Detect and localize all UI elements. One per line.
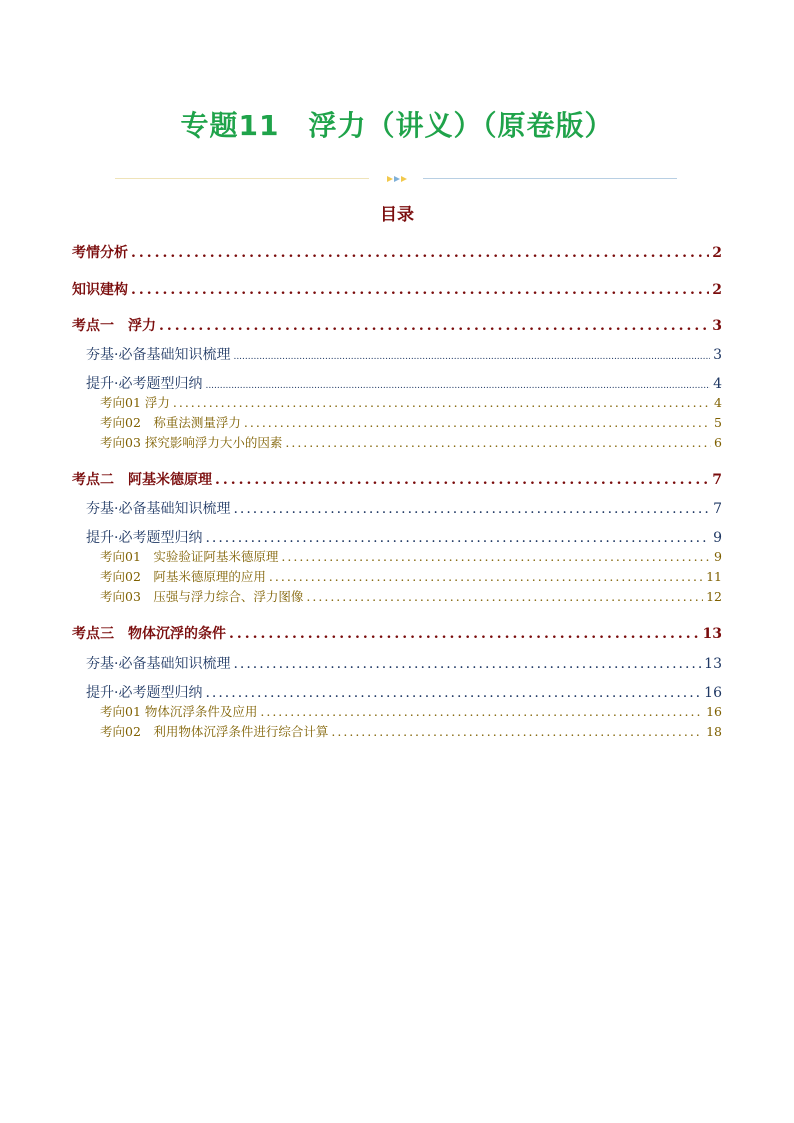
toc-entry-kaoxiang-2-3[interactable] (100, 587, 722, 605)
toc-entry-kaoxiang-1-1[interactable] (100, 393, 722, 411)
toc-entry-text: 考点二 阿基米德原理 (72, 472, 212, 488)
dot-leader (260, 704, 703, 719)
title-divider (115, 173, 677, 185)
dot-leader (331, 724, 703, 739)
toc-entry-text: 考向03 探究影响浮力大小的因素 (100, 435, 283, 450)
toc-entry-page: 18 (706, 724, 722, 739)
dot-leader (205, 530, 710, 546)
dot-leader (285, 435, 711, 450)
divider-line-right (423, 178, 677, 179)
toc-entry-text: 考向02 利用物体沉浮条件进行综合计算 (100, 724, 329, 739)
dot-leader (159, 318, 709, 334)
toc-entry-text: 提升·必考题型归纳 (86, 376, 203, 392)
toc-entry-tisheng-3[interactable] (86, 682, 722, 702)
toc-entry-page: 11 (706, 569, 722, 584)
toc-entry-page: 6 (714, 435, 722, 450)
toc-entry-text: 考向01 实验验证阿基米德原理 (100, 549, 279, 564)
toc-entry-kaoxiang-1-3[interactable] (100, 433, 722, 451)
toc-entry-page: 7 (712, 472, 722, 488)
toc-entry-text: 提升·必考题型归纳 (86, 530, 203, 546)
dot-leader (306, 589, 703, 604)
dot-leader (173, 395, 711, 410)
toc-entry-page: 9 (713, 530, 722, 546)
toc-entry-text: 考向02 称重法测量浮力 (100, 415, 241, 430)
toc-entry-page: 4 (713, 376, 722, 392)
toc-entry-page: 5 (714, 415, 722, 430)
dot-leader (205, 685, 701, 701)
toc-entry-text: 夯基·必备基础知识梳理 (86, 656, 231, 672)
toc-entry-page: 3 (713, 347, 722, 363)
dot-leader (269, 569, 703, 584)
toc-entry-kaodian-1[interactable] (72, 315, 722, 335)
toc-entry-kaoqing[interactable] (72, 242, 722, 262)
toc-entry-page: 2 (712, 245, 722, 261)
dot-leader (244, 415, 711, 430)
toc-entry-page: 13 (704, 656, 722, 672)
divider-arrows-icon (373, 173, 419, 185)
toc-entry-text: 考情分析 (72, 245, 128, 261)
toc-entry-kaoxiang-3-2[interactable] (100, 722, 722, 740)
toc-entry-page: 2 (712, 282, 722, 298)
toc-entry-kaoxiang-1-2[interactable] (100, 413, 722, 431)
dot-leader (229, 626, 700, 642)
toc-entry-text: 夯基·必备基础知识梳理 (86, 501, 231, 517)
toc-entry-page: 9 (714, 549, 722, 564)
toc-entry-text: 考向02 阿基米德原理的应用 (100, 569, 266, 584)
toc-entry-kaodian-3[interactable] (72, 623, 722, 643)
toc-entry-kaoxiang-2-1[interactable] (100, 547, 722, 565)
dot-leader (233, 352, 710, 362)
toc-entry-text: 考向01 浮力 (100, 395, 170, 410)
toc-entry-page: 3 (712, 318, 722, 334)
toc-entry-page: 12 (706, 589, 722, 604)
toc-entry-page: 16 (704, 685, 722, 701)
toc-entry-page: 7 (713, 501, 722, 517)
dot-leader (215, 472, 709, 488)
toc-entry-text: 考点三 物体沉浮的条件 (72, 626, 226, 642)
dot-leader (131, 245, 709, 261)
dot-leader (281, 549, 711, 564)
toc-entry-page: 4 (714, 395, 722, 410)
toc-entry-page: 13 (702, 626, 722, 642)
toc-entry-text: 知识建构 (72, 282, 128, 298)
toc-entry-hangji-1[interactable] (86, 344, 722, 364)
toc-entry-kaodian-2[interactable] (72, 469, 722, 489)
dot-leader (205, 381, 710, 391)
toc-entry-text: 夯基·必备基础知识梳理 (86, 347, 231, 363)
dot-leader (131, 282, 709, 298)
toc-entry-kaoxiang-3-1[interactable] (100, 702, 722, 720)
toc-entry-text: 考向01 物体沉浮条件及应用 (100, 704, 258, 719)
toc-heading: 目录 (380, 205, 414, 225)
toc-entry-hangji-3[interactable] (86, 653, 722, 673)
dot-leader (233, 501, 710, 517)
toc-entry-tisheng-2[interactable] (86, 527, 722, 547)
toc-entry-hangji-2[interactable] (86, 498, 722, 518)
toc-entry-page: 16 (706, 704, 722, 719)
toc-entry-text: 考向03 压强与浮力综合、浮力图像 (100, 589, 304, 604)
toc-entry-tisheng-1[interactable] (86, 373, 722, 393)
toc-entry-text: 考点一 浮力 (72, 318, 156, 334)
divider-line-left (115, 178, 369, 179)
toc-entry-text: 提升·必考题型归纳 (86, 685, 203, 701)
toc-entry-zhishi[interactable] (72, 279, 722, 299)
page-title: 专题11 浮力（讲义）（原卷版） (180, 109, 614, 142)
toc-entry-kaoxiang-2-2[interactable] (100, 567, 722, 585)
dot-leader (233, 656, 701, 672)
